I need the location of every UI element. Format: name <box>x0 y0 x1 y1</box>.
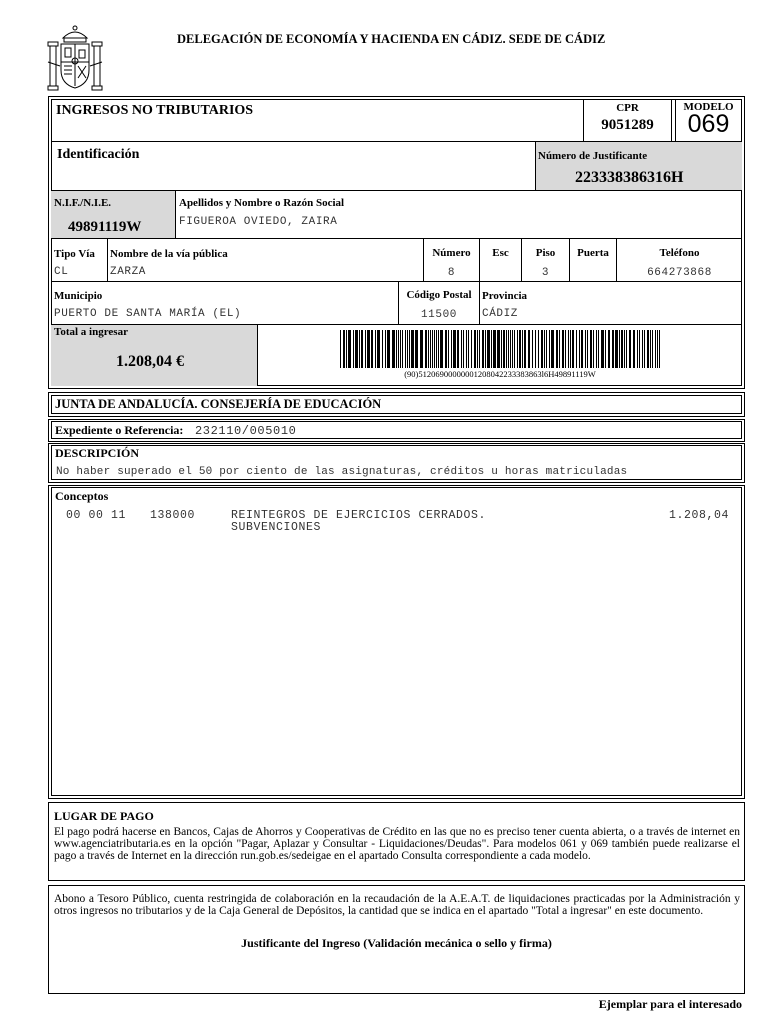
name-value: FIGUEROA OVIEDO, ZAIRA <box>179 216 338 228</box>
addr-sep-1 <box>107 239 108 281</box>
descripcion-label: DESCRIPCIÓN <box>55 446 140 460</box>
expediente-label: Expediente o Referencia: <box>55 423 184 437</box>
telefono-label: Teléfono <box>659 247 700 259</box>
cpr-label: CPR <box>616 102 639 114</box>
provincia-value: CÁDIZ <box>482 308 519 320</box>
piso-label: Piso <box>535 247 556 259</box>
piso-value: 3 <box>541 267 550 279</box>
name-row-divider <box>51 238 742 239</box>
barcode-text: (90)51206900000001208042233383863l6H49891119W <box>404 369 596 379</box>
modelo-value: 069 <box>687 110 730 138</box>
copy-label: Ejemplar para el interesado <box>598 997 742 1011</box>
cp-value: 11500 <box>420 309 457 321</box>
conceptos-label: Conceptos <box>55 489 109 503</box>
lugar-pago-title: LUGAR DE PAGO <box>54 809 154 823</box>
concepto-num: 138000 <box>150 509 196 522</box>
barcode <box>340 330 660 368</box>
addr-row-divider <box>51 281 742 282</box>
expediente-value: 232110/005010 <box>195 424 297 438</box>
organismo-title: JUNTA DE ANDALUCÍA. CONSEJERÍA DE EDUCACIÓN <box>55 397 382 411</box>
esc-label: Esc <box>492 247 509 259</box>
addr-sep-3 <box>479 239 480 281</box>
via-value: ZARZA <box>110 266 147 278</box>
page-title: DELEGACIÓN DE ECONOMÍA Y HACIENDA EN CÁDIZ. SEDE DE CÁDIZ <box>177 32 606 46</box>
total-label: Total a ingresar <box>54 326 128 338</box>
concepto-amount: 1.208,04 <box>668 509 729 522</box>
concepto-code: 00 00 11 <box>66 509 127 522</box>
concepto-desc-1: REINTEGROS DE EJERCICIOS CERRADOS. <box>231 509 487 522</box>
puerta-label: Puerta <box>577 247 609 259</box>
abono-text: Abono a Tesoro Público, cuenta restringida de colaboración en la recaudación de la A.E.A.T. de liquidaciones practicadas por la Administración y otros ingresos no tributarios y de la Caja General de Depósitos, la cantidad que se indica en el apartado "Total a ingresar" en este documento. <box>54 893 740 917</box>
mun-sep-2 <box>479 282 480 324</box>
coat-of-arms-logo <box>46 24 104 94</box>
cp-label: Código Postal <box>406 289 472 301</box>
justificante-label: Número de Justificante <box>538 150 648 162</box>
justificante-value: 223338386316H <box>575 169 684 186</box>
municipio-value: PUERTO DE SANTA MARÍA (EL) <box>54 308 242 320</box>
numero-value: 8 <box>447 267 456 279</box>
identificacion-title: Identificación <box>57 147 140 162</box>
total-value: 1.208,04 € <box>116 353 184 370</box>
nif-value: 49891119W <box>68 219 142 235</box>
conceptos-inner <box>51 487 742 796</box>
lugar-pago-text: El pago podrá hacerse en Bancos, Cajas de Ahorros y Cooperativas de Crédito en las que no es preciso tener cuenta abierta, o a través de internet en www.agenciatributaria.es en la opción "Pagar, Aplazar y Consultar - Liquidaciones/Deudas". Para modelos 061 y 069 también puede realizarse el pago a través de Internet en la dirección run.gob.es/sedeigae en el apartado Consulta correspondiente a cada modelo. <box>54 826 740 862</box>
modelo-label: MODELO <box>683 101 734 113</box>
section-title: INGRESOS NO TRIBUTARIOS <box>56 103 254 118</box>
provincia-label: Provincia <box>482 290 528 302</box>
name-label: Apellidos y Nombre o Razón Social <box>179 197 345 209</box>
concepto-desc-2: SUBVENCIONES <box>231 521 322 534</box>
numero-label: Número <box>432 247 471 259</box>
telefono-value: 664273868 <box>647 267 712 279</box>
justificante-ingreso-title: Justificante del Ingreso (Validación mecánica o sello y firma) <box>241 936 552 950</box>
municipio-label: Municipio <box>54 290 103 302</box>
descripcion-value: No haber superado el 50 por ciento de las asignaturas, créditos u horas matriculadas <box>56 466 628 478</box>
cpr-value: 9051289 <box>601 117 654 133</box>
nif-label: N.I.F./N.I.E. <box>54 197 112 209</box>
via-label: Nombre de la vía pública <box>110 248 228 260</box>
tipo-via-value: CL <box>54 266 69 278</box>
tipo-via-label: Tipo Vía <box>54 248 95 260</box>
addr-sep-5 <box>569 239 570 281</box>
